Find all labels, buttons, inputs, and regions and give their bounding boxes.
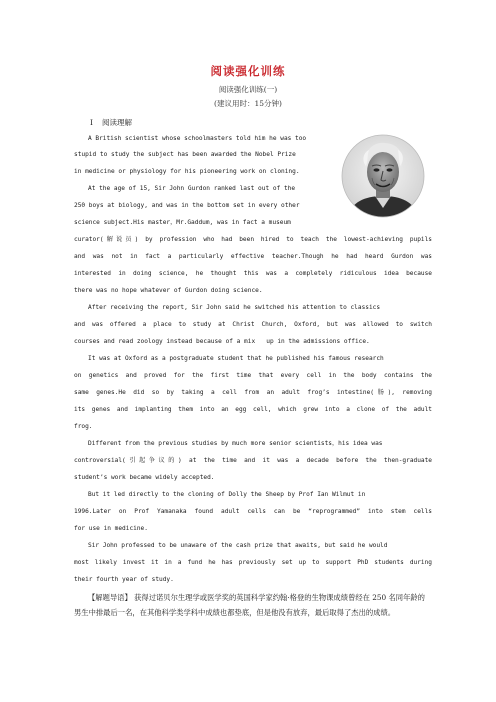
section-label: 阅读理解 <box>101 118 132 127</box>
passage-line: Different from the previous studies by much more senior scientists，his idea was <box>88 440 383 447</box>
passage-line: there was no hope whatever of Gurdon doing science. <box>74 287 263 294</box>
passage-line: It was at Oxford as a postgraduate student that he published his famous research <box>88 355 384 362</box>
passage-line: At the age of 15, Sir John Gurdon ranked last out of the <box>88 185 296 192</box>
solution-guide: 【解题导语】 获得过诺贝尔生理学或医学奖的英国科学家约翰·格登的生物课成绩曾经在 250 名同年龄的男生中排最后一名，在其他科学类学科中成绩也都垫底，但是他没有放弃，最后取得了杰出的成绩。 <box>74 593 425 617</box>
passage-line: same genes.He did so by taking a cell from an adult frog’s intestine(肠), removing <box>74 389 432 396</box>
passage-line: its genes and implanting them into an egg cell, which grew into a clone of the adult <box>74 406 432 413</box>
passage-line: science subject.His master，Mr.Gaddum, was in fact a museum <box>74 219 291 226</box>
passage-line: their fourth year of study. <box>74 576 174 583</box>
passage-line: student’s work became widely accepted. <box>74 474 215 481</box>
section-heading <box>90 117 132 128</box>
section-number: Ⅰ <box>90 118 93 127</box>
passage-line: curator(解说员) by profession who had been hired to teach the lowest-achieving pupils <box>74 236 432 243</box>
passage-line: courses and read zoology instead because of a mix up in the admissions office. <box>74 338 370 345</box>
passage-line: for use in medicine. <box>74 525 148 532</box>
page-subtitle: 阅读强化训练(一) <box>218 85 278 94</box>
passage-line: frog. <box>74 423 93 430</box>
passage-line: and was not in fact a particularly effective teacher.Though he had heard Gurdon was <box>74 253 432 260</box>
passage-line: most likely invest it in a fund he has previously set up to support PhD students during <box>74 559 432 566</box>
passage-line: in medicine or physiology for his pioneering work on cloning. <box>74 168 300 175</box>
passage-line: on genetics and proved for the first time that every cell in the body contains the <box>74 372 432 379</box>
time-note: (建议用时：15分钟) <box>214 99 282 108</box>
portrait-photo-icon <box>341 134 425 218</box>
passage-line: interested in doing science, he thought this was a completely ridiculous idea because <box>74 270 432 277</box>
passage-line: 250 boys at biology, and was in the bottom set in every other <box>74 202 300 209</box>
passage-line: A British scientist whose schoolmasters told him he was too <box>88 135 307 142</box>
passage-line: But it led directly to the cloning of Dolly the Sheep by Prof Ian Wilmut in <box>88 491 366 498</box>
passage-line: controversial(引起争议的) at the time and it was a decade before the then-graduate <box>74 457 432 464</box>
passage-line: and was offered a place to study at Christ Church, Oxford, but was allowed to switch <box>74 321 432 328</box>
passage-line: 1996.Later on Prof Yamanaka found adult cells can be “reprogrammed” into stem cells <box>74 508 432 515</box>
passage-line: After receiving the report, Sir John said he switched his attention to classics <box>88 304 381 311</box>
passage-line: Sir John professed to be unaware of the cash prize that awaits, but said he would <box>88 542 388 549</box>
page-title: 阅读强化训练 <box>210 64 286 78</box>
passage-line: stupid to study the subject has been awarded the Nobel Prize <box>74 151 296 158</box>
